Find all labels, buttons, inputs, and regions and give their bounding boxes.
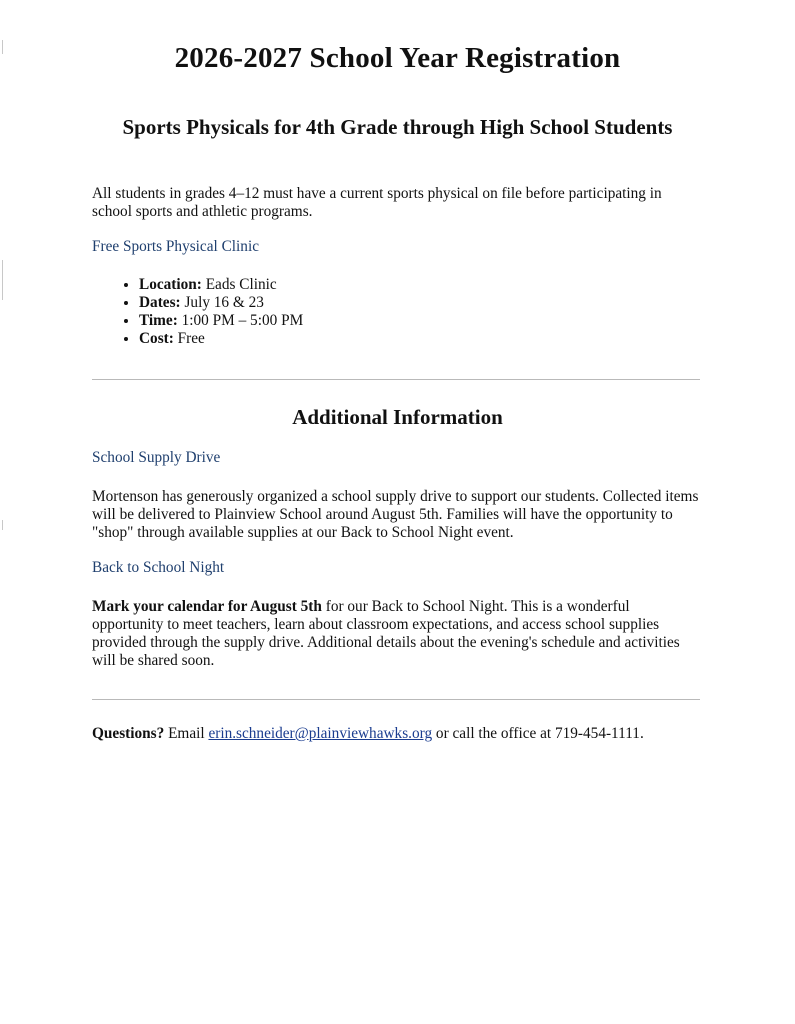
section-divider <box>92 379 700 380</box>
clinic-dates-item <box>139 294 303 312</box>
detail-label: Time: <box>139 312 178 329</box>
page-title: 2026-2027 School Year Registration <box>174 42 621 74</box>
detail-label: Cost: <box>139 330 174 347</box>
back-to-school-subheading: Back to School Night <box>92 559 225 576</box>
back-to-school-date-callout: Mark your calendar for August 5th <box>92 598 322 615</box>
detail-label: Dates: <box>139 294 181 311</box>
detail-value: July 16 & 23 <box>180 294 264 311</box>
email-link[interactable]: erin.schneider@plainviewhawks.org <box>208 725 433 742</box>
back-to-school-details: for our Back to School Night. This is a wonderful opportunity to meet teachers, learn about classroom expectations, and access school supplies provided through the supply drive. Additional details about the evening's schedule and activities will be shared soon. <box>92 598 680 669</box>
additional-info-heading: Additional Information <box>292 405 503 429</box>
detail-label: Location: <box>139 276 202 293</box>
scan-edge-mark <box>2 520 3 530</box>
back-to-school-text <box>92 598 702 670</box>
sports-intro-text: All students in grades 4–12 must have a current sports physical on file before participating in school sports and athletic programs. <box>92 185 662 220</box>
clinic-details-list <box>92 276 303 348</box>
clinic-cost-item <box>139 330 303 348</box>
clinic-time-item <box>139 312 303 330</box>
scan-edge-mark <box>2 260 3 300</box>
detail-value: 1:00 PM – 5:00 PM <box>177 312 304 329</box>
email-prefix: Email <box>164 725 209 742</box>
detail-value: Eads Clinic <box>201 276 277 293</box>
questions-label: Questions? <box>92 725 165 742</box>
supply-drive-text: Mortenson has generously organized a school supply drive to support our students. Collected items will be delivered to Plainview School around August 5th. Families will have the opportunity to "shop" through available supplies at our Back to School Night event. <box>92 488 699 541</box>
clinic-location-item <box>139 276 303 294</box>
sports-physicals-heading: Sports Physicals for 4th Grade through High School Students <box>122 115 673 139</box>
phone-text: or call the office at 719-454-1111. <box>432 725 644 742</box>
clinic-subheading: Free Sports Physical Clinic <box>92 238 259 255</box>
supply-drive-subheading: School Supply Drive <box>92 449 221 466</box>
contact-line <box>92 725 732 743</box>
section-divider <box>92 699 700 700</box>
detail-value: Free <box>173 330 205 347</box>
